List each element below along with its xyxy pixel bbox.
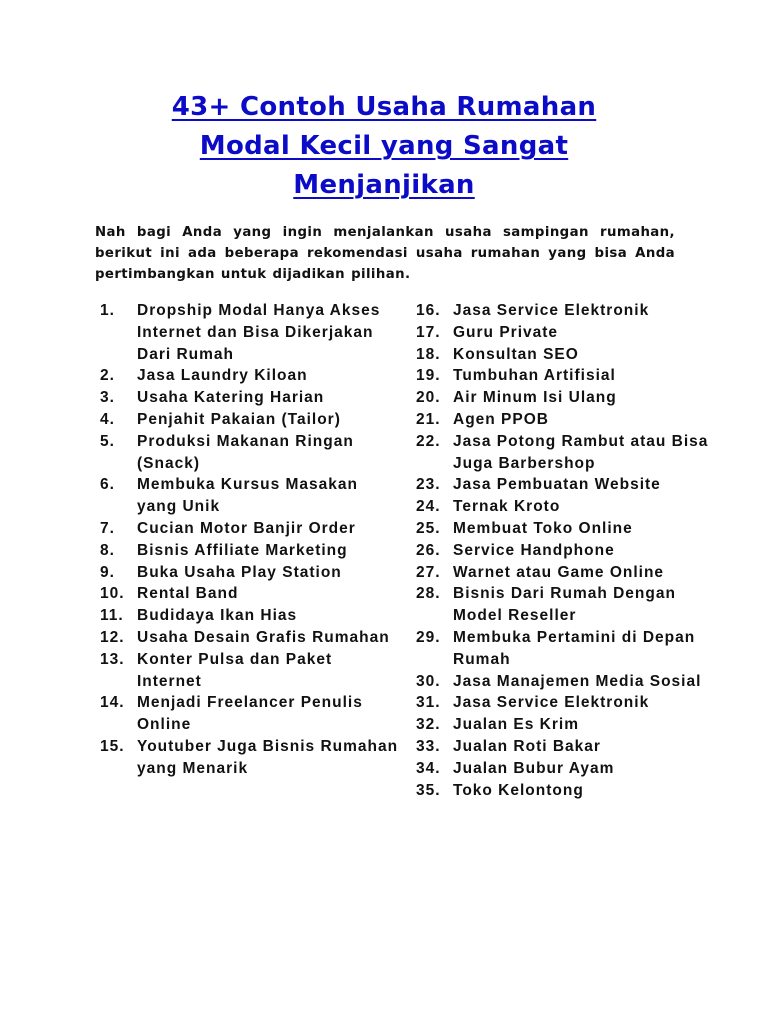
list-item	[416, 540, 716, 562]
item-label: Usaha Katering Harian	[137, 389, 325, 407]
item-number: 7.	[100, 519, 115, 537]
list-item	[416, 496, 716, 518]
item-label: Jasa Laundry Kiloan	[137, 367, 308, 385]
list-item	[416, 562, 716, 584]
list-item	[100, 736, 400, 780]
item-label: Rental Band	[137, 585, 239, 603]
list-item	[416, 365, 716, 387]
item-number: 22.	[416, 432, 441, 450]
item-number: 24.	[416, 498, 441, 516]
item-label: Membuka Pertamini di Depan Rumah	[453, 628, 696, 668]
item-number: 10.	[100, 585, 125, 603]
list-item	[416, 474, 716, 496]
item-number: 4.	[100, 410, 115, 428]
title-line-1: 43+ Contoh Usaha Rumahan	[171, 92, 597, 122]
list-item	[100, 583, 400, 605]
list-item	[416, 780, 716, 802]
item-label: Jasa Service Elektronik	[453, 302, 650, 319]
item-label: Budidaya Ikan Hias	[137, 607, 298, 625]
item-number: 26.	[416, 541, 441, 559]
item-label: Tumbuhan Artifisial	[453, 367, 616, 385]
list-item	[416, 387, 716, 409]
item-label: Membuat Toko Online	[453, 519, 633, 537]
list-item	[416, 431, 716, 475]
list-item	[416, 627, 716, 671]
list-item	[416, 518, 716, 540]
list-item	[416, 583, 716, 627]
list-item	[100, 431, 400, 475]
item-label: Jasa Manajemen Media Sosial	[453, 672, 702, 690]
item-label: Konsultan SEO	[453, 345, 579, 363]
list-item	[416, 409, 716, 431]
title-line-3: Menjanjikan	[293, 170, 475, 200]
item-number: 8.	[100, 541, 115, 559]
item-label: Dropship Modal Hanya Akses Internet dan Bisa Dikerjakan Dari Rumah	[137, 302, 381, 363]
item-label: Konter Pulsa dan Paket Internet	[137, 650, 333, 690]
item-number: 31.	[416, 694, 441, 712]
item-number: 29.	[416, 628, 441, 646]
item-label: Menjadi Freelancer Penulis Online	[137, 694, 363, 734]
list-item	[100, 692, 400, 736]
intro-paragraph: Nah bagi Anda yang ingin menjalankan usaha sampingan rumahan, berikut ini ada beberapa rekomendasi usaha rumahan yang bisa Anda pertimbangkan untuk dijadikan pilihan.	[95, 225, 675, 282]
list-item	[100, 409, 400, 431]
item-label: Jasa Potong Rambut atau Bisa Juga Barbershop	[453, 432, 709, 472]
list-item	[416, 714, 716, 736]
list-item	[100, 605, 400, 627]
item-number: 15.	[100, 737, 125, 755]
item-label: Buka Usaha Play Station	[137, 563, 342, 581]
item-number: 27.	[416, 563, 441, 581]
item-number: 2.	[100, 367, 115, 385]
item-label: Jasa Service Elektronik	[453, 694, 650, 712]
item-label: Jualan Bubur Ayam	[453, 759, 615, 777]
list-item	[416, 300, 716, 322]
item-number: 32.	[416, 716, 441, 734]
page-title	[120, 88, 648, 205]
list-item	[416, 736, 716, 758]
item-number: 12.	[100, 628, 125, 646]
business-list-right	[416, 300, 716, 801]
list-item	[100, 387, 400, 409]
item-label: Warnet atau Game Online	[453, 563, 665, 581]
item-number: 18.	[416, 345, 441, 363]
item-number: 13.	[100, 650, 125, 668]
item-label: Youtuber Juga Bisnis Rumahan yang Menarik	[137, 737, 399, 777]
item-label: Bisnis Affiliate Marketing	[137, 541, 348, 559]
item-number: 25.	[416, 519, 441, 537]
item-label: Cucian Motor Banjir Order	[137, 519, 356, 537]
list-item	[100, 540, 400, 562]
list-item	[416, 671, 716, 693]
list-item	[100, 518, 400, 540]
list-item	[100, 365, 400, 387]
item-number: 28.	[416, 585, 441, 603]
list-item	[100, 474, 400, 518]
item-label: Jasa Pembuatan Website	[453, 476, 661, 494]
item-label: Jualan Roti Bakar	[453, 737, 601, 755]
item-number: 19.	[416, 367, 441, 385]
item-label: Guru Private	[453, 323, 559, 341]
item-number: 16.	[416, 302, 441, 319]
item-number: 9.	[100, 563, 115, 581]
item-label: Usaha Desain Grafis Rumahan	[137, 628, 390, 646]
item-number: 11.	[100, 607, 124, 625]
item-label: Membuka Kursus Masakan yang Unik	[137, 476, 358, 516]
item-number: 34.	[416, 759, 441, 777]
item-number: 1.	[100, 302, 115, 319]
item-number: 35.	[416, 781, 441, 799]
list-item	[416, 322, 716, 344]
item-label: Agen PPOB	[453, 410, 549, 428]
item-number: 20.	[416, 389, 441, 407]
item-number: 21.	[416, 410, 441, 428]
list-item	[416, 692, 716, 714]
list-item	[416, 758, 716, 780]
item-number: 14.	[100, 694, 125, 712]
item-label: Produksi Makanan Ringan (Snack)	[137, 432, 354, 472]
item-label: Penjahit Pakaian (Tailor)	[137, 410, 341, 428]
title-line-2: Modal Kecil yang Sangat	[199, 131, 569, 161]
item-label: Air Minum Isi Ulang	[453, 389, 617, 407]
item-number: 30.	[416, 672, 441, 690]
item-number: 6.	[100, 476, 115, 494]
item-label: Bisnis Dari Rumah Dengan Model Reseller	[453, 585, 676, 625]
list-item	[100, 649, 400, 693]
item-label: Jualan Es Krim	[453, 716, 579, 734]
list-item	[100, 562, 400, 584]
item-number: 23.	[416, 476, 441, 494]
item-label: Service Handphone	[453, 541, 615, 559]
list-item	[100, 627, 400, 649]
item-number: 17.	[416, 323, 441, 341]
item-number: 33.	[416, 737, 441, 755]
item-label: Toko Kelontong	[453, 781, 584, 799]
item-number: 5.	[100, 432, 115, 450]
list-item	[100, 300, 400, 365]
business-list-left	[100, 300, 400, 780]
list-item	[416, 344, 716, 366]
item-label: Ternak Kroto	[453, 498, 561, 516]
item-number: 3.	[100, 389, 115, 407]
